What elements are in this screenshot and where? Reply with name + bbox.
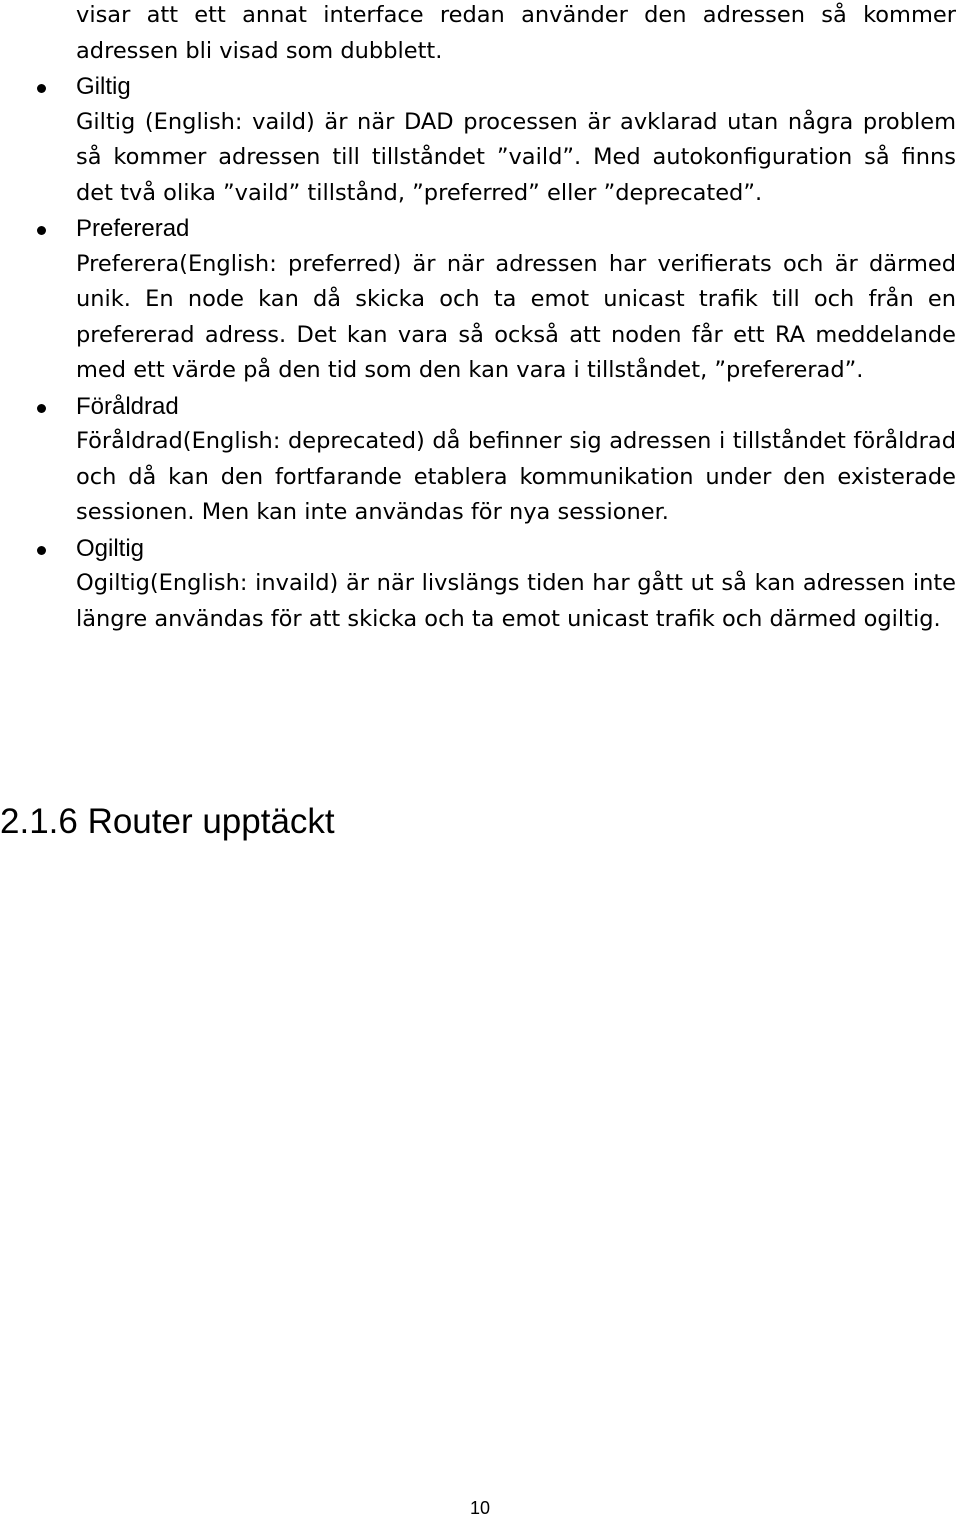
list-item-heading: Ogiltig: [76, 534, 145, 562]
address-state-list: [0, 69, 960, 637]
section-heading: 2.1.6 Router upptäckt: [0, 802, 335, 841]
document-page: [0, 0, 960, 637]
list-item-heading: Föråldrad: [76, 392, 179, 420]
bullet-icon: [37, 404, 46, 413]
list-item: [0, 211, 956, 389]
list-item: [0, 531, 956, 638]
list-item-heading: Giltig: [76, 73, 131, 100]
list-item-body: Giltig (English: vaild) är när DAD processen är avklarad utan några problem så kommer adressen till tillståndet ”vaild”. Med autokonfiguration så finns det två olika ”vaild” tillstånd, ”preferred” eller ”deprecated”.: [76, 108, 956, 206]
list-item-body: Ogiltig(English: invaild) är när livslängs tiden har gått ut så kan adressen inte längre användas för att skicka och ta emot unicast trafik och därmed ogiltig.: [76, 570, 956, 632]
bullet-icon: [37, 546, 46, 555]
list-item-body: Preferera(English: preferred) är när adressen har verifierats och är därmed unik. En node kan då skicka och ta emot unicast trafik till och från en prefererad adress. Det kan vara så också att noden får ett RA meddelande med ett värde på den tid som den kan vara i tillståndet, ”prefererad”.: [76, 250, 956, 383]
bullet-icon: [37, 226, 46, 235]
list-item: [0, 389, 956, 531]
list-item-heading: Prefererad: [76, 215, 190, 242]
page-number: 10: [469, 1498, 491, 1518]
list-item: [0, 69, 956, 211]
list-item-body: Föråldrad(English: deprecated) då befinner sig adressen i tillståndet föråldrad och då kan den fortfarande etablera kommunikation under den existerade sessionen. Men kan inte användas för nya sessioner.: [76, 428, 956, 525]
lead-paragraph: visar att ett annat interface redan använder den adressen så kommer adressen bli visad som dubblett.: [76, 2, 956, 64]
bullet-icon: [37, 84, 46, 93]
